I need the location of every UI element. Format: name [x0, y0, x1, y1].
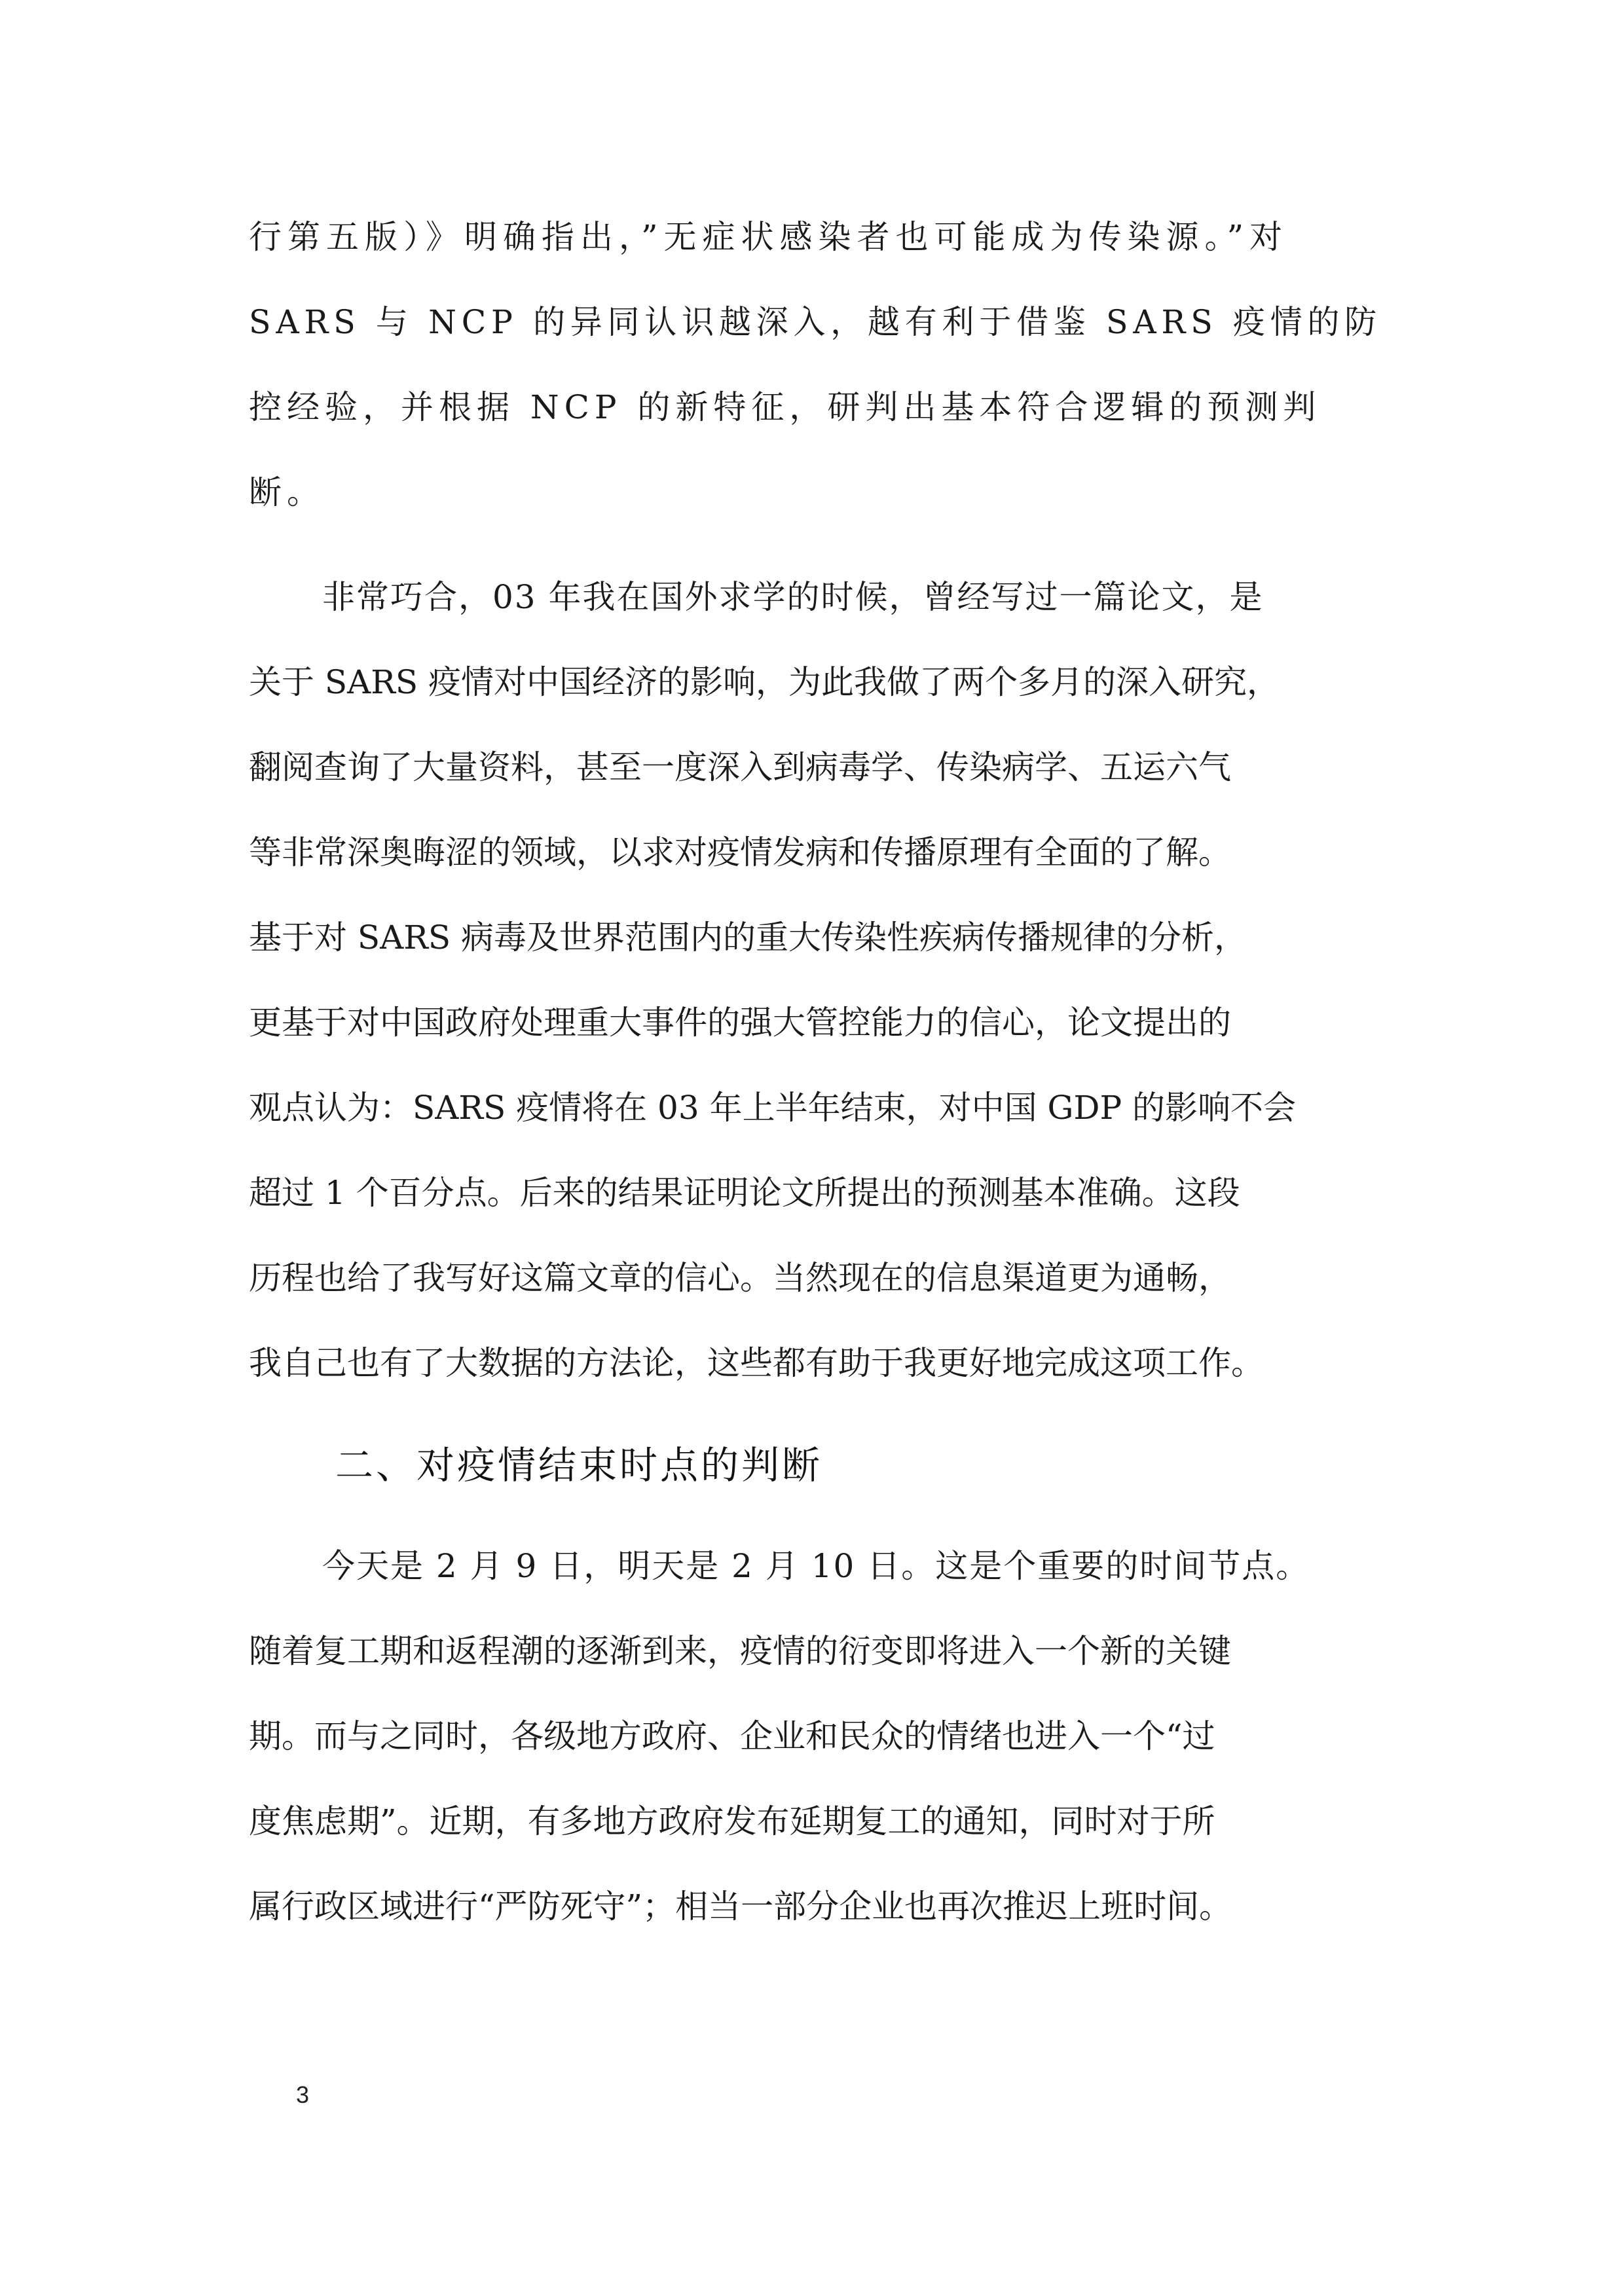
paragraph-2-line-1: 非常巧合，03 年我在国外求学的时候，曾经写过一篇论文，是	[322, 578, 1264, 616]
paragraph-1-line-2: SARS 与 NCP 的异同认识越深入，越有利于借鉴 SARS 疫情的防	[249, 303, 1382, 341]
paragraph-3-line-5: 属行政区域进行“严防死守”；相当一部分企业也再次推迟上班时间。	[249, 1887, 1232, 1925]
paragraph-1-line-3: 控经验，并根据 NCP 的新特征，研判出基本符合逻辑的预测判	[249, 388, 1321, 426]
paragraph-1-line-4: 断。	[249, 473, 325, 511]
paragraph-3-line-4: 度焦虑期”。近期，有多地方政府发布延期复工的通知，同时对于所	[249, 1802, 1215, 1840]
paragraph-2-line-9: 历程也给了我写好这篇文章的信心。当然现在的信息渠道更为通畅，	[249, 1259, 1231, 1297]
section-heading: 二、对疫情结束时点的判断	[335, 1443, 823, 1487]
paragraph-1-line-1: 行第五版）》明确指出，”无症状感染者也可能成为传染源。”对	[249, 218, 1289, 256]
paragraph-2-line-6: 更基于对中国政府处理重大事件的强大管控能力的信心，论文提出的	[249, 1004, 1231, 1042]
paragraph-3-line-3: 期。而与之同时，各级地方政府、企业和民众的情绪也进入一个“过	[249, 1717, 1215, 1755]
paragraph-2-line-3: 翻阅查询了大量资料，甚至一度深入到病毒学、传染病学、五运六气	[249, 748, 1231, 786]
paragraph-3-line-2: 随着复工期和返程潮的逐渐到来，疫情的衍变即将进入一个新的关键	[249, 1632, 1231, 1670]
paragraph-2-line-2: 关于 SARS 疫情对中国经济的影响，为此我做了两个多月的深入研究，	[249, 663, 1280, 701]
paragraph-2-line-7: 观点认为：SARS 疫情将在 03 年上半年结束，对中国 GDP 的影响不会	[249, 1089, 1297, 1127]
paragraph-2-line-10: 我自己也有了大数据的方法论，这些都有助于我更好地完成这项工作。	[249, 1344, 1264, 1382]
paragraph-2-line-4: 等非常深奥晦涩的领域，以求对疫情发病和传播原理有全面的了解。	[249, 833, 1231, 871]
paragraph-3-line-1: 今天是 2 月 9 日，明天是 2 月 10 日。这是个重要的时间节点。	[322, 1547, 1310, 1585]
paragraph-2-line-5: 基于对 SARS 病毒及世界范围内的重大传染性疾病传播规律的分析，	[249, 919, 1247, 957]
page-number: 3	[296, 2081, 310, 2108]
paragraph-2-line-8: 超过 1 个百分点。后来的结果证明论文所提出的预测基本准确。这段	[249, 1174, 1240, 1212]
